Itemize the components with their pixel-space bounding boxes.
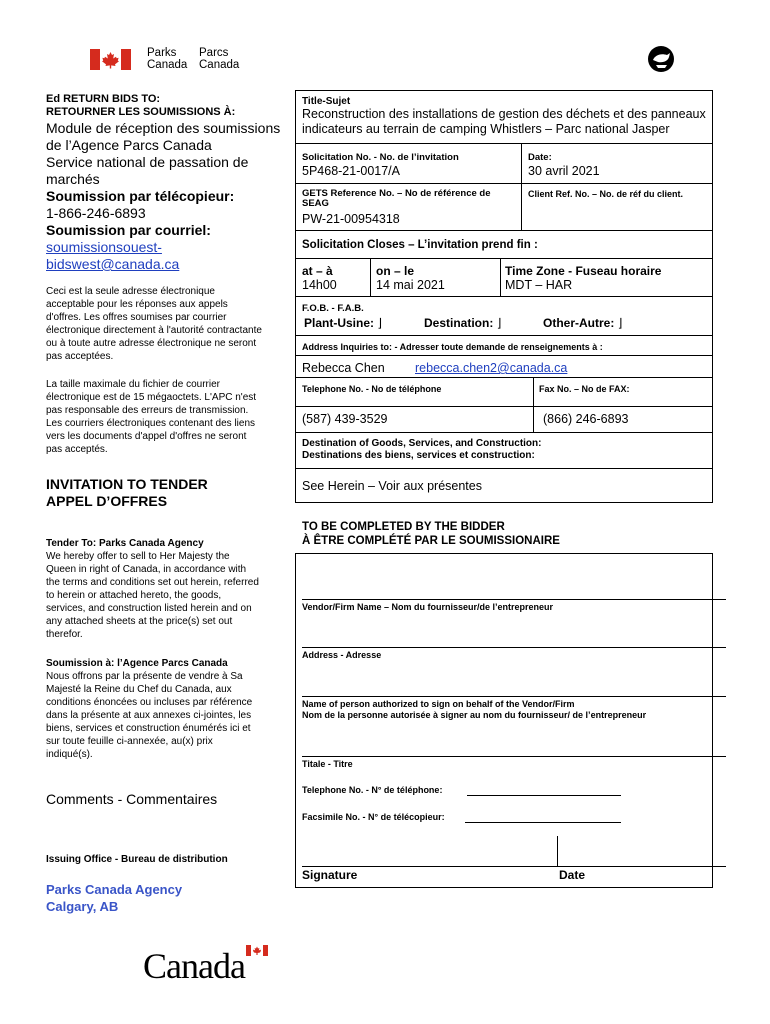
soumission-text: Nous offrons par la présente de vendre à Sa Majesté la Reine du Chef du Canada, aux conditions énoncées ou incluses par référence dans la présente at aux annexes ci-jointes, les biens, services et construction énumérés ici et sur toute feuille ci-annexée, au(x) prix indiqué(s).: [46, 671, 253, 760]
service-line-2: marchés: [46, 171, 100, 187]
vendor-name-field[interactable]: [302, 599, 726, 600]
beaver-emblem-icon: [646, 44, 676, 74]
title-label: Title-Sujet: [302, 96, 351, 107]
date-sign-label: Date: [559, 868, 586, 882]
contact-name: Rebecca Chen: [302, 361, 385, 375]
email-note-1: Ceci est la seule adresse électronique acceptable pour les réponses aux appels d'offres. Les offres soumises par courrier électronique directement à l'autorité contractante ou à toute autre adresse électronique ne seront pas acceptées.: [46, 286, 262, 362]
at-label: at – à: [302, 264, 333, 278]
email-submission-label: Soumission par courriel:: [46, 222, 211, 238]
destination-goods-label: Destination of Goods, Services, and Construction: Destinations des biens, services et construction:: [302, 438, 542, 461]
wordmark-flag-icon: [246, 945, 268, 956]
other-checkbox[interactable]: ⌋: [617, 316, 623, 330]
date-label: Date:: [528, 152, 552, 163]
fax-submission-label: Soumission par télécopieur:: [46, 188, 235, 204]
phone-label: Telephone No. - No de téléphone: [302, 384, 442, 394]
signature-label: Signature: [302, 868, 358, 882]
telephone-field-label: Telephone No. - N° de téléphone:: [302, 785, 443, 795]
address-label: Address - Adresse: [302, 650, 382, 660]
canada-flag-icon: [90, 49, 131, 70]
solicitation-label: Solicitation No. - No. de l’invitation: [302, 152, 459, 163]
title-field[interactable]: [302, 756, 726, 757]
timezone-value: MDT – HAR: [505, 278, 573, 292]
return-bids-title: Ed RETURN BIDS TO:: [46, 93, 161, 105]
fax-submission-number: 1-866-246-6893: [46, 205, 146, 221]
title-value: Reconstruction des installations de gestion des déchets et des panneaux indicateurs au terrain de camping Whistlers – Parc national Jasper: [302, 107, 706, 136]
contact-email-link[interactable]: rebecca.chen2@canada.ca: [415, 361, 568, 375]
solicitation-value: 5P468-21-0017/A: [302, 164, 400, 178]
destination-label: Destination:: [424, 316, 494, 330]
fob-label: F.O.B. - F.A.B.: [302, 303, 364, 314]
issuing-office-label: Issuing Office - Bureau de distribution: [46, 854, 228, 865]
module-line-2: de l’Agence Parcs Canada: [46, 137, 212, 153]
title-field-label: Titale - Titre: [302, 759, 353, 769]
issuing-city: Calgary, AB: [46, 899, 119, 914]
parks-en-2: Canada: [147, 59, 188, 71]
bidder-heading-en: TO BE COMPLETED BY THE BIDDER: [302, 521, 505, 533]
submission-email-link-1[interactable]: soumissionsouest-: [46, 239, 162, 255]
client-ref-label: Client Ref. No. – No. de réf du client.: [528, 189, 684, 199]
tender-to-label: Tender To: Parks Canada Agency: [46, 538, 204, 549]
email-note-2: La taille maximale du fichier de courrier électronique est de 15 mégaoctets. L'APC n'est pas responsable des erreurs de transmission. Les courriers électroniques contenant des liens vers les documents d'appel d'offres ne seront pas acceptés.: [46, 379, 257, 455]
closes-label: Solicitation Closes – L’invitation prend fin :: [302, 239, 538, 251]
destination-checkbox[interactable]: ⌋: [496, 316, 502, 330]
issuing-agency: Parks Canada Agency: [46, 882, 183, 897]
parks-fr-2: Canada: [199, 59, 240, 71]
address-inquiries-label: Address Inquiries to: - Adresser toute demande de renseignements à :: [302, 342, 603, 352]
bidder-heading-fr: À ÊTRE COMPLÉTÉ PAR LE SOUMISSIONAIRE: [302, 535, 560, 547]
fax-label: Fax No. – No de FAX:: [539, 384, 630, 394]
other-label: Other-Autre:: [543, 316, 615, 330]
comments-label: Comments - Commentaires: [46, 791, 218, 807]
vendor-name-label: Vendor/Firm Name – Nom du fournisseur/de l’entrepreneur: [302, 602, 554, 612]
gets-label: GETS Reference No. – No de référence de SEAG: [302, 188, 491, 209]
on-value: 14 mai 2021: [376, 278, 445, 292]
facsimile-field[interactable]: [465, 822, 621, 823]
phone-value: (587) 439-3529: [302, 412, 388, 426]
parks-fr-1: Parcs: [199, 47, 229, 59]
soumission-to-label: Soumission à: l’Agence Parcs Canada: [46, 658, 228, 669]
itt-title-fr: APPEL D’OFFRES: [46, 493, 168, 509]
plant-checkbox[interactable]: ⌋: [377, 316, 383, 330]
fax-value: (866) 246-6893: [543, 412, 629, 426]
gets-value: PW-21-00954318: [302, 212, 400, 226]
submission-email-link-2[interactable]: bidswest@canada.ca: [46, 256, 180, 272]
authorized-person-field[interactable]: [302, 696, 726, 697]
date-value: 30 avril 2021: [528, 164, 600, 178]
signature-field[interactable]: [302, 866, 726, 867]
address-field[interactable]: [302, 647, 726, 648]
return-bids-title-fr: RETOURNER LES SOUMISSIONS À:: [46, 106, 236, 118]
on-label: on – le: [376, 264, 415, 278]
canada-wordmark: Canada: [143, 945, 245, 985]
plant-label: Plant-Usine:: [304, 316, 375, 330]
itt-title-en: INVITATION TO TENDER: [46, 476, 208, 492]
telephone-field[interactable]: [467, 795, 621, 796]
tender-text: We hereby offer to sell to Her Majesty the Queen in right of Canada, in accordance with the terms and conditions set out herein, referred to herein or attached hereto, the goods, services, and construction listed herein and on any attached sheets at the price(s) set out therefor.: [46, 551, 259, 640]
authorized-person-label: Name of person authorized to sign on behalf of the Vendor/Firm Nom de la personne autorisée à signer au nom du fournisseur/ de l’entrepreneur: [302, 699, 647, 720]
at-value: 14h00: [302, 278, 337, 292]
see-herein: See Herein – Voir aux présentes: [302, 479, 482, 493]
module-line-1: Module de réception des soumissions: [46, 120, 281, 136]
timezone-label: Time Zone - Fuseau horaire: [505, 264, 662, 278]
parks-en-1: Parks: [147, 47, 177, 59]
service-line-1: Service national de passation de: [46, 154, 249, 170]
facsimile-field-label: Facsimile No. - N° de télécopieur:: [302, 812, 445, 822]
parks-canada-logo: [90, 47, 250, 73]
